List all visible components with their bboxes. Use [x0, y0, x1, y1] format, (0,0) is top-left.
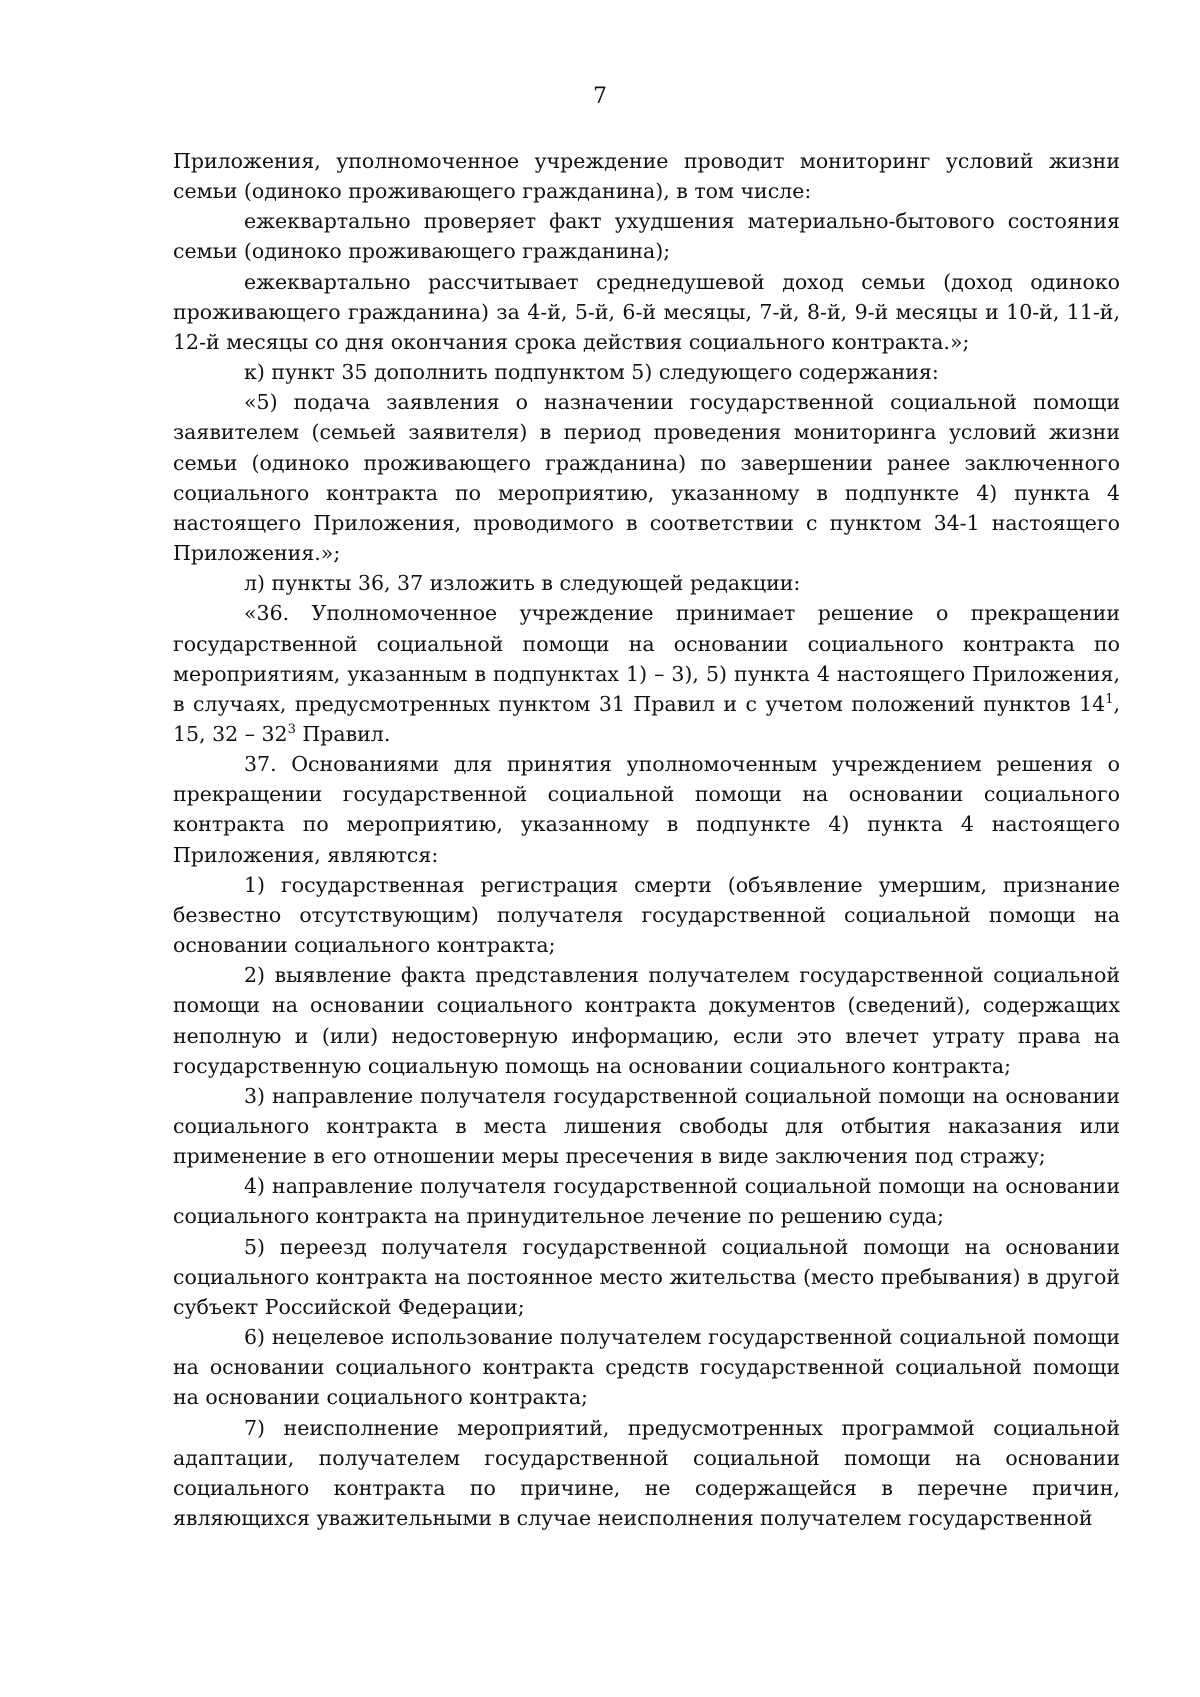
- document-body: [173, 146, 1120, 1533]
- text-run: ежеквартально рассчитывает среднедушевой доход семьи (доход одиноко проживающего гражданина) за 4-й, 5-й, 6-й месяцы, 7-й, 8-й, 9-й месяцы и 10-й, 11-й, 12-й месяцы со дня окончания срока действия социального контракта.»;: [173, 269, 1120, 354]
- paragraph: [173, 598, 1120, 749]
- text-run: «5) подача заявления о назначении государственной социальной помощи заявителем (семьей заявителя) в период проведения мониторинга условий жизни семьи (одиноко проживающего гражданина) по завершении ранее заключенного социального контракта по мероприятию, указанному в подпункте 4) пункта 4 настоящего Приложения, проводимого в соответствии с пунктом 34-1 настоящего Приложения.»;: [173, 390, 1120, 566]
- text-run: Правил.: [295, 721, 391, 746]
- text-run: 5) переезд получателя государственной социальной помощи на основании социального контракта на постоянное место жительства (место пребывания) в другой субъект Российской Федерации;: [173, 1234, 1120, 1319]
- paragraph: [173, 1322, 1120, 1412]
- paragraph: [173, 568, 1120, 598]
- text-run: 7) неисполнение мероприятий, предусмотренных программой социальной адаптации, получателем государственной социальной помощи на основании социального контракта по причине, не содержащейся в перечне причин, являющихся уважительными в случае неисполнения получателем государственной: [173, 1415, 1120, 1531]
- superscript: 3: [287, 721, 296, 737]
- text-run: 3) направление получателя государственной социальной помощи на основании социального контракта в места лишения свободы для отбытия наказания или применение в его отношении меры пресечения в виде заключения под стражу;: [173, 1083, 1120, 1169]
- paragraph: [173, 1413, 1120, 1534]
- paragraph: [173, 1171, 1120, 1231]
- text-run: л) пункты 36, 37 изложить в следующей редакции:: [244, 571, 801, 596]
- paragraph: [173, 1232, 1120, 1322]
- text-run: Приложения, уполномоченное учреждение проводит мониторинг условий жизни семьи (одиноко проживающего гражданина), в том числе:: [173, 149, 1120, 204]
- text-run: 6) нецелевое использование получателем государственной социальной помощи на основании социального контракта средств государственной социальной помощи на основании социального контракта;: [173, 1325, 1120, 1410]
- paragraph: [173, 749, 1120, 870]
- paragraph: [173, 357, 1120, 387]
- text-run: , 15, 32 – 32: [173, 691, 1120, 746]
- paragraph: [173, 870, 1120, 960]
- text-run: «36. Уполномоченное учреждение принимает решение о прекращении государственной социальной помощи на основании социального контракта по мероприятиям, указанным в подпунктах 1) – 3), 5) пункта 4 настоящего Приложения, в случаях, предусмотренных пунктом 31 Правил и с учетом положений пунктов 14: [173, 601, 1120, 716]
- paragraph: [173, 387, 1120, 568]
- paragraph: [173, 267, 1120, 357]
- text-run: к) пункт 35 дополнить подпунктом 5) следующего содержания:: [244, 360, 939, 385]
- text-run: 37. Основаниями для принятия уполномоченным учреждением решения о прекращении государственной социальной помощи на основании социального контракта по мероприятию, указанному в подпункте 4) пункта 4 настоящего Приложения, являются:: [173, 752, 1120, 867]
- paragraph: [173, 960, 1120, 1081]
- text-run: 2) выявление факта представления получателем государственной социальной помощи на основании социального контракта документов (сведений), содержащих неполную и (или) недостоверную информацию, если это влечет утрату права на государственную социальную помощь на основании социального контракта;: [173, 963, 1120, 1078]
- paragraph: [173, 1081, 1120, 1171]
- page-number: 7: [593, 84, 607, 109]
- text-run: 4) направление получателя государственной социальной помощи на основании социального контракта на принудительное лечение по решению суда;: [173, 1174, 1120, 1229]
- paragraph: [173, 206, 1120, 266]
- text-run: ежеквартально проверяет факт ухудшения материально-бытового состояния семьи (одиноко проживающего гражданина);: [173, 209, 1120, 264]
- paragraph: [173, 146, 1120, 206]
- superscript: 1: [1105, 691, 1114, 707]
- text-run: 1) государственная регистрация смерти (объявление умершим, признание безвестно отсутствующим) получателя государственной социальной помощи на основании социального контракта;: [173, 872, 1120, 958]
